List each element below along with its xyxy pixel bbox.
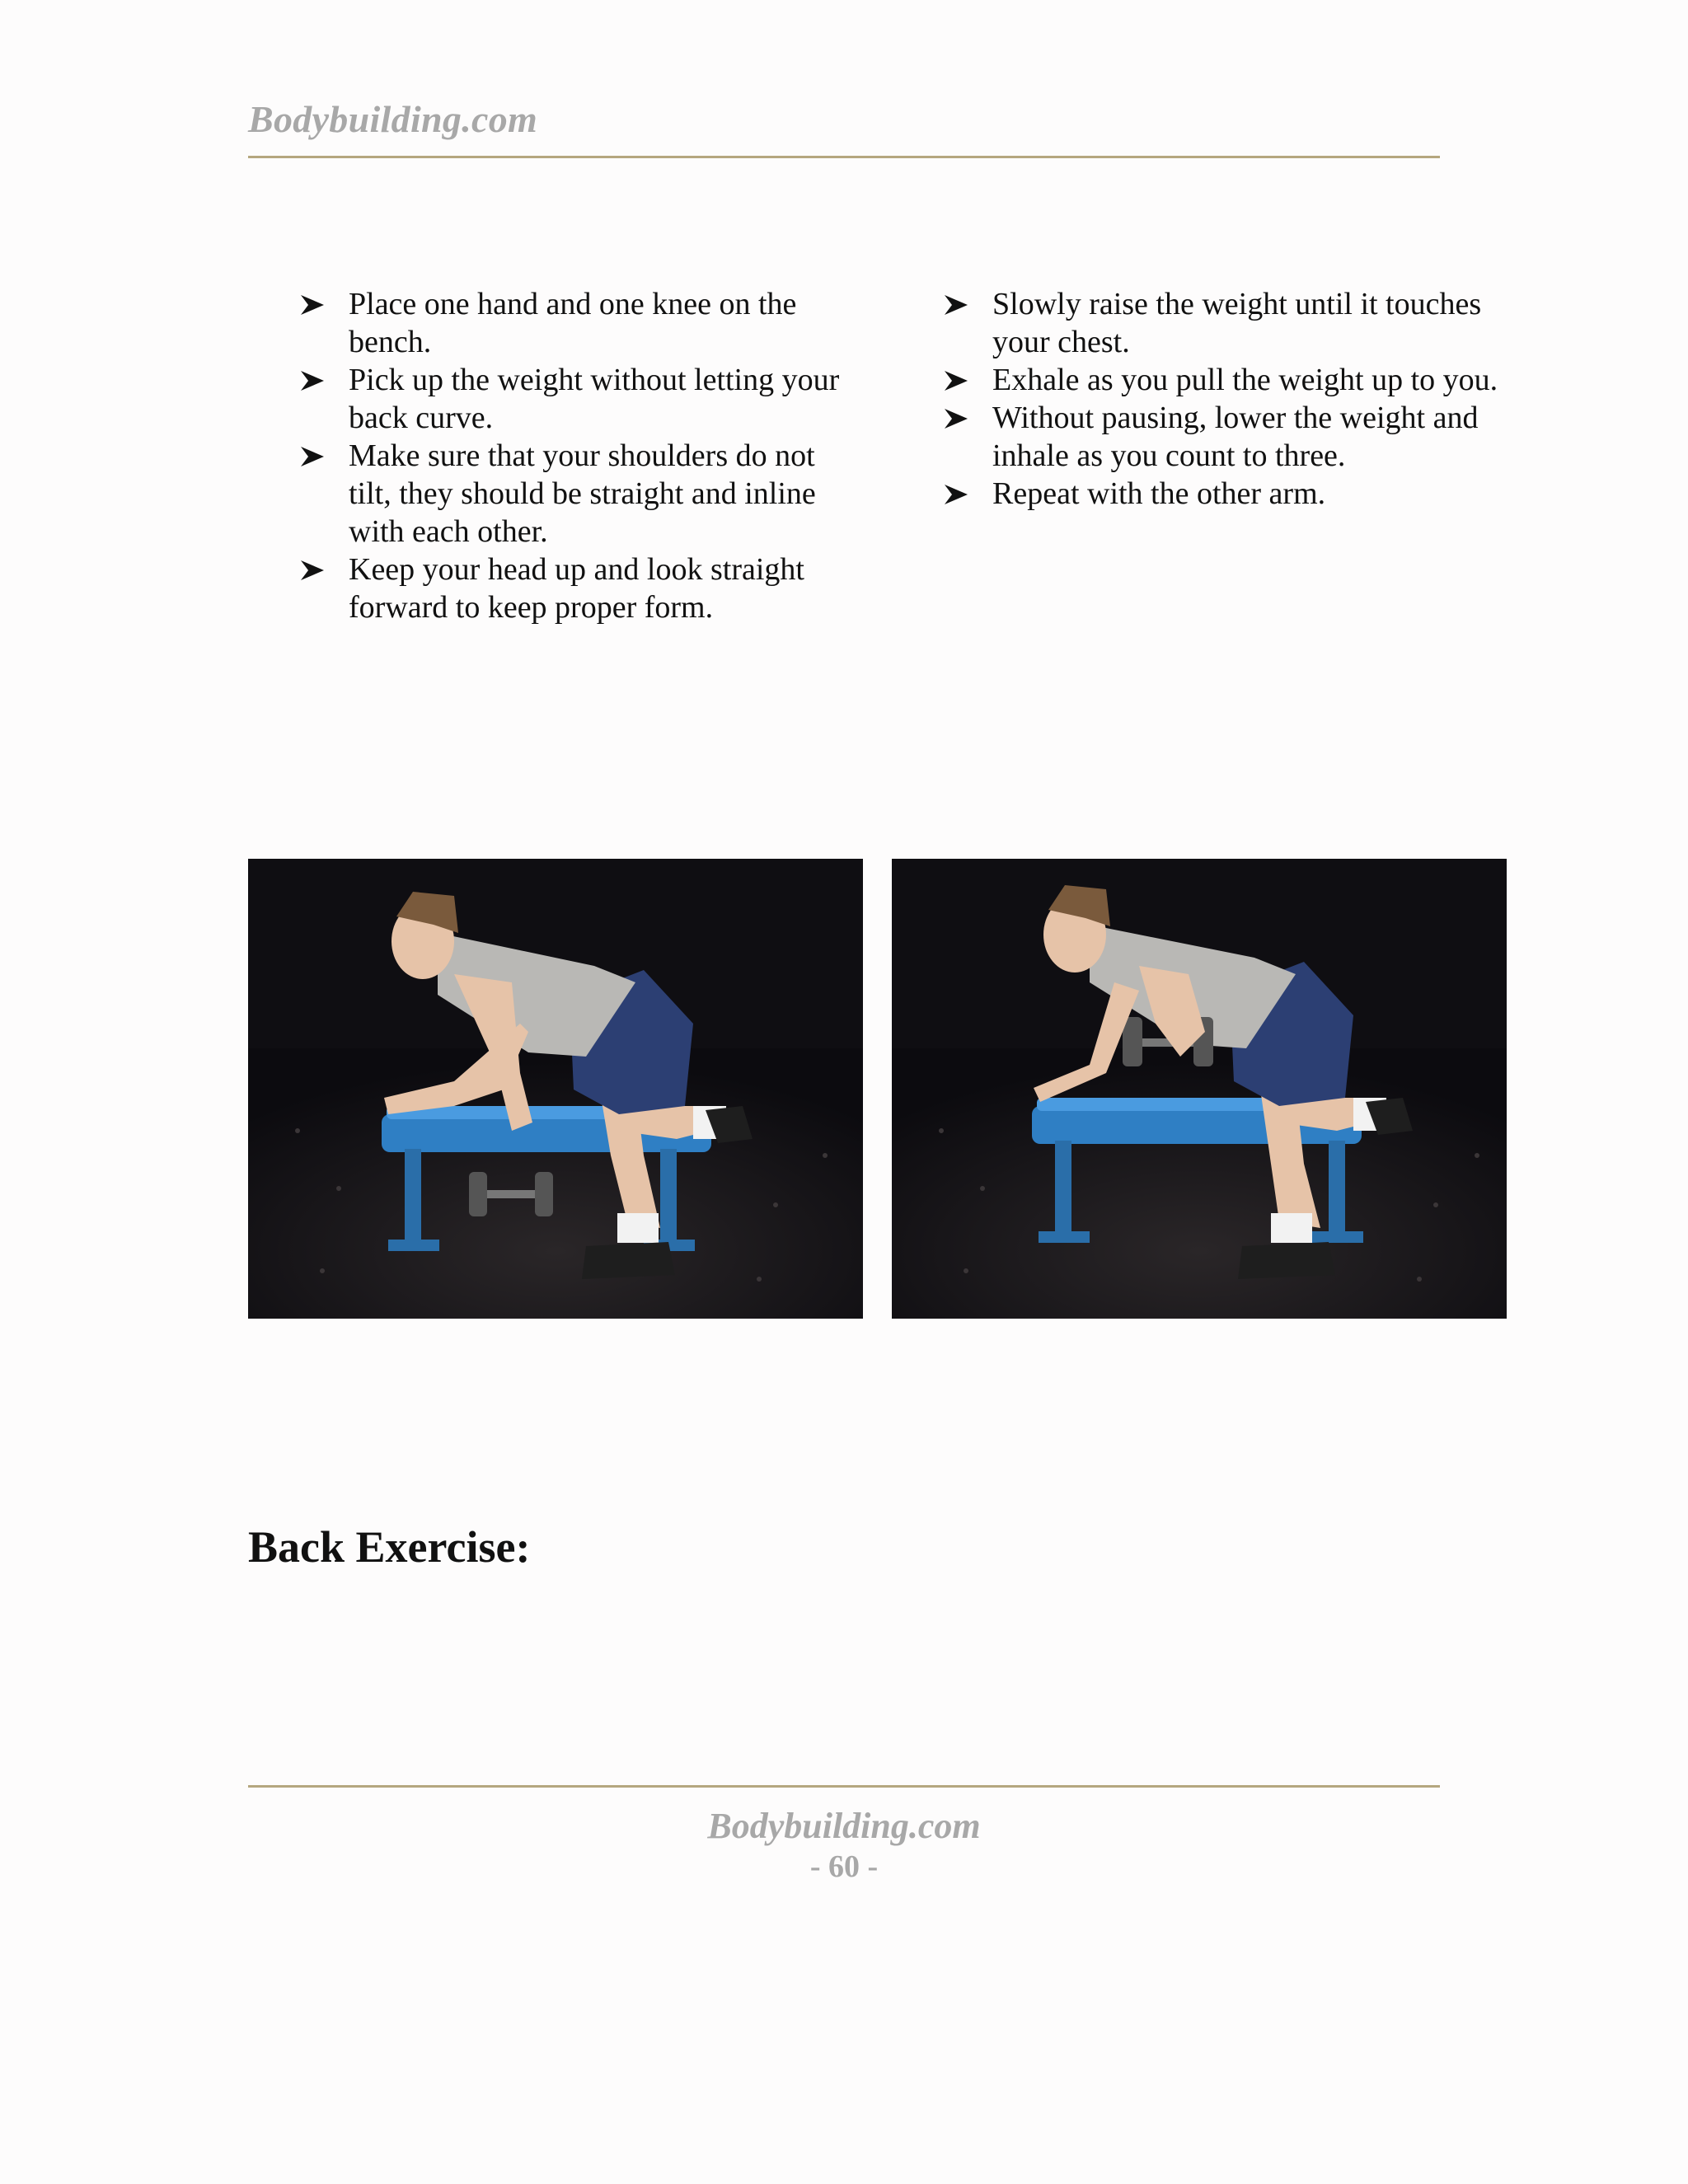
list-item [945,475,1522,513]
list-item [945,399,1522,475]
footer-rule [248,1785,1440,1788]
arrowhead-bullet-icon [301,447,324,466]
list-item-text: Keep your head up and look straight forward to keep proper form. [349,552,804,625]
exercise-photo-top-position [892,859,1507,1319]
list-item-text: Exhale as you pull the weight up to you. [992,363,1498,397]
list-item-text: Pick up the weight without letting your back curve. [349,363,840,435]
page-number: - 60 - [809,1849,879,1884]
list-item-text: Repeat with the other arm. [992,476,1326,511]
list-item [945,361,1522,399]
footer-site-name: Bodybuilding.com [707,1806,981,1846]
instructions-right-column [945,285,1522,513]
arrowhead-bullet-icon [945,409,968,429]
arrowhead-bullet-icon [945,371,968,391]
list-item-text: Without pausing, lower the weight and inhale as you count to three. [992,401,1479,473]
exercise-photo-start-position [248,859,863,1319]
instructions-left-column [301,285,861,626]
section-heading: Back Exercise: [248,1522,531,1572]
list-item [301,361,861,437]
arrowhead-bullet-icon [301,295,324,315]
arrowhead-bullet-icon [301,560,324,580]
list-item [301,285,861,361]
list-item-text: Make sure that your shoulders do not tilt, they should be straight and inline with each other. [349,438,816,549]
list-item-text: Slowly raise the weight until it touches your chest. [992,287,1482,359]
list-item [945,285,1522,361]
list-item [301,437,861,551]
arrowhead-bullet-icon [945,295,968,315]
list-item [301,551,861,626]
arrowhead-bullet-icon [945,485,968,504]
arrowhead-bullet-icon [301,371,324,391]
list-item-text: Place one hand and one knee on the bench. [349,287,797,359]
header-rule [248,156,1440,158]
header-site-name: Bodybuilding.com [248,98,538,140]
